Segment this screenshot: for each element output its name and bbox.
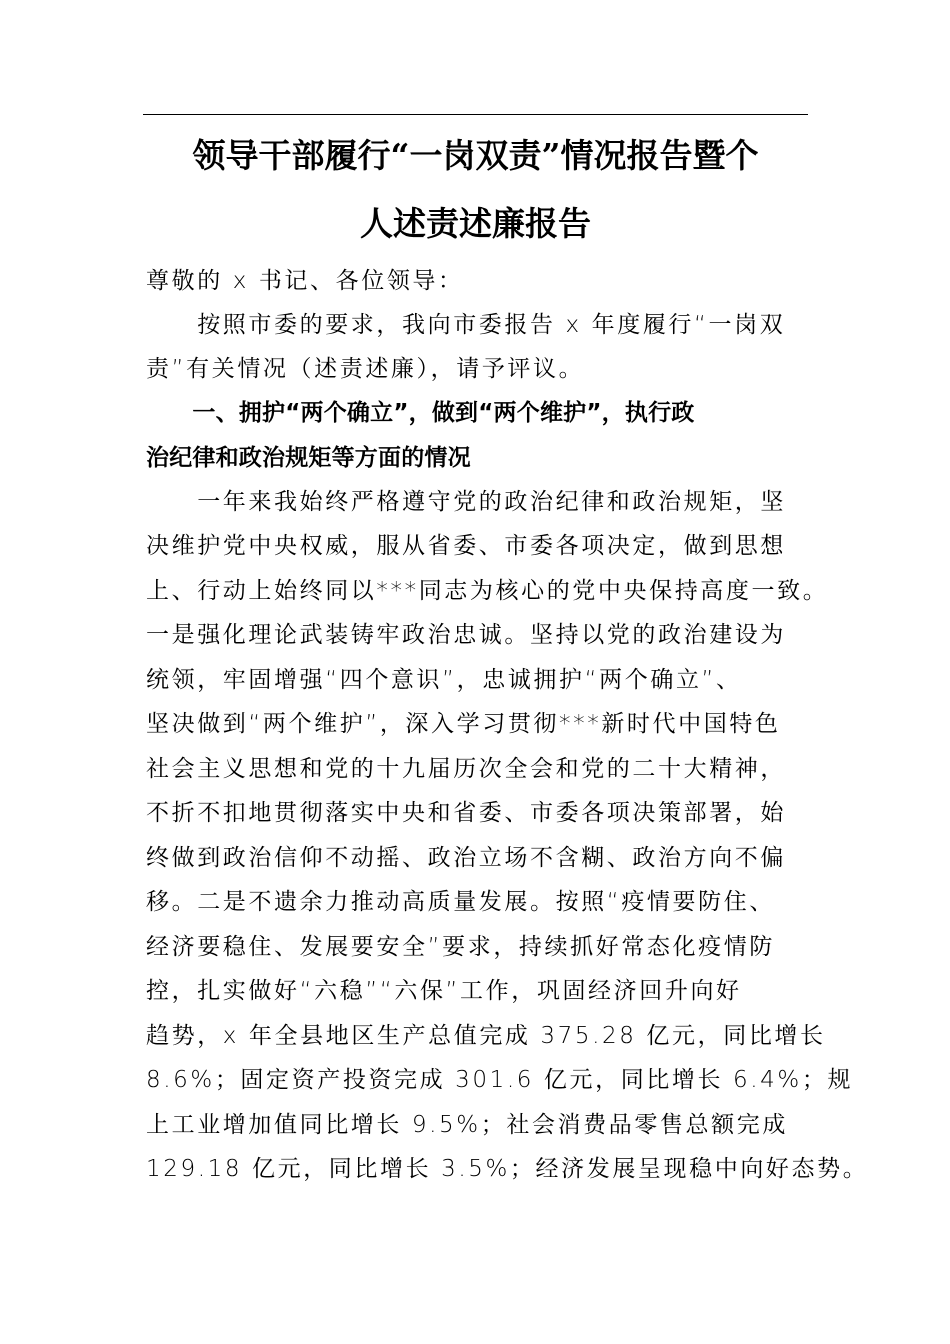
body-line: 社会主义思想和党的十九届历次全会和党的二十大精神， [146, 756, 786, 782]
intro-line-2: 责”有关情况（述责述廉），请予评议。 [146, 356, 585, 382]
body-line: 决维护党中央权威，服从省委、市委各项决定，做到思想 [146, 533, 786, 559]
body-line: 一年来我始终严格遵守党的政治纪律和政治规矩，坚 [146, 489, 786, 515]
body-line: 经济要稳住、发展要安全”要求，持续抓好常态化疫情防 [146, 934, 775, 960]
body-line: 控，扎实做好“六稳”“六保”工作，巩固经济回升向好 [146, 978, 742, 1004]
section-heading-line-2: 治纪律和政治规矩等方面的情况 [146, 445, 471, 471]
body-line: 移。二是不遗余力推动高质量发展。按照“疫情要防住、 [146, 889, 775, 915]
body-line: 统领，牢固增强“四个意识”，忠诚拥护“两个确立”、 [146, 667, 742, 693]
body-line: 8.6%；固定资产投资完成 301.6 亿元，同比增长 6.4%；规 [146, 1067, 854, 1093]
salutation: 尊敬的 x 书记、各位领导： [146, 268, 464, 294]
body-line: 终做到政治信仰不动摇、政治立场不含糊、政治方向不偏 [146, 845, 786, 871]
header-rule [143, 114, 808, 115]
body-line: 上、行动上始终同以***同志为核心的党中央保持高度一致。 [146, 578, 829, 604]
body-line: 趋势，x 年全县地区生产总值完成 375.28 亿元，同比增长 [146, 1023, 826, 1049]
body-line: 上工业增加值同比增长 9.5%；社会消费品零售总额完成 [146, 1112, 788, 1138]
section-heading-line-1: 一、拥护“两个确立”，做到“两个维护”，执行政 [146, 400, 695, 426]
body-line: 129.18 亿元，同比增长 3.5%；经济发展呈现稳中向好态势。 [146, 1156, 869, 1182]
body-line: 一是强化理论武装铸牢政治忠诚。坚持以党的政治建设为 [146, 622, 786, 648]
body-line: 不折不扣地贯彻落实中央和省委、市委各项决策部署，始 [146, 800, 786, 826]
body-line: 坚决做到“两个维护”，深入学习贯彻***新时代中国特色 [146, 711, 781, 737]
intro-line-1: 按照市委的要求，我向市委报告 x 年度履行“一岗双 [146, 312, 786, 338]
document-title-line-2: 人述责述廉报告 [360, 204, 591, 243]
document-title-line-1: 领导干部履行“一岗双责”情况报告暨个 [192, 136, 759, 175]
